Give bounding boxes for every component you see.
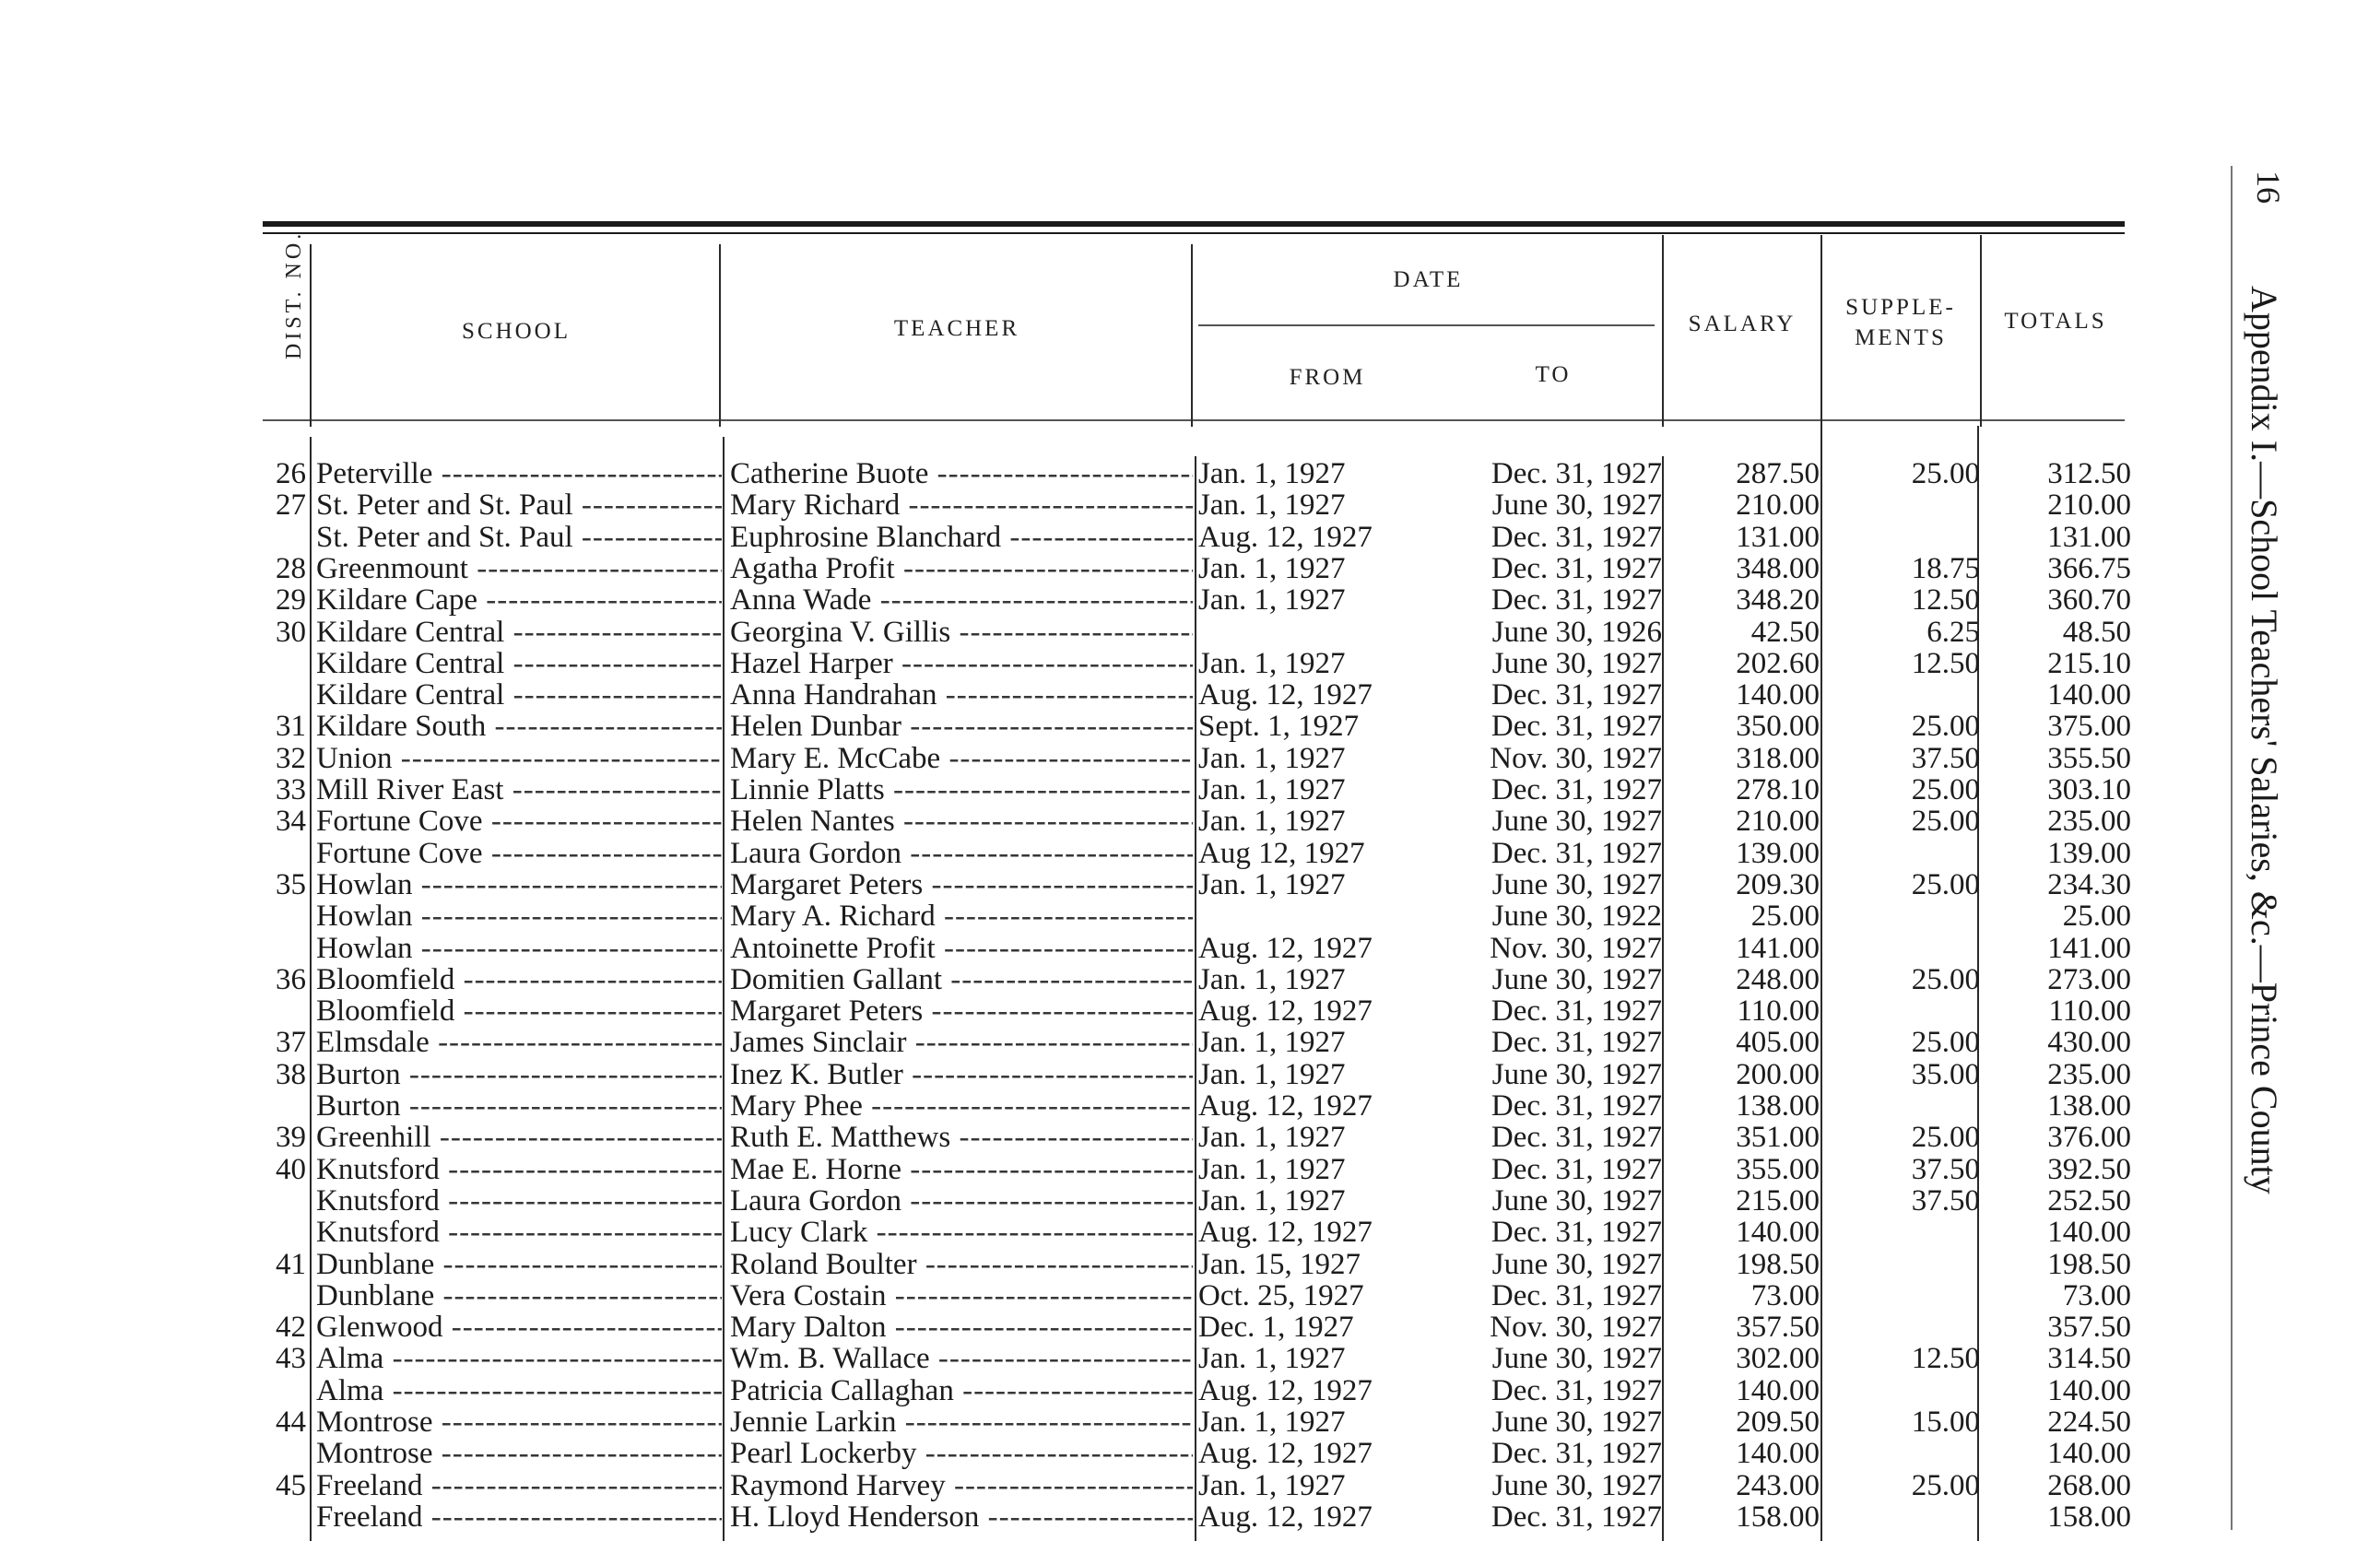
school-name: Howlan ----- (316, 933, 722, 964)
date-to: Dec. 31, 1927 (1490, 994, 1662, 1029)
total-value: 375.00 (2047, 710, 2131, 744)
salary-value: 141.00 (1736, 931, 1820, 965)
school-name: Montrose ----- (316, 1438, 722, 1469)
teacher-name: Antoinette Profit ----- (730, 933, 1193, 964)
total-value: 273.00 (2047, 962, 2131, 996)
date-from: Jan. 1, 1927 (1198, 1152, 1346, 1186)
school-name: Dunblane ----- (316, 1280, 722, 1312)
school-name: Alma ----- (316, 1375, 722, 1406)
teacher-name: Mary Richard ----- (730, 489, 1193, 521)
school-name: Kildare South ----- (316, 711, 722, 742)
header-totals: TOTALS (2004, 309, 2107, 334)
date-to: Dec. 31, 1927 (1490, 1500, 1662, 1534)
total-value: 140.00 (2047, 1216, 2131, 1250)
school-name: Glenwood ----- (316, 1312, 722, 1343)
date-to: June 30, 1927 (1491, 1057, 1662, 1091)
date-from: Aug. 12, 1927 (1198, 1373, 1373, 1407)
date-from: Jan. 1, 1927 (1198, 1057, 1346, 1091)
salary-value: 350.00 (1736, 710, 1820, 744)
table-row (0, 553, 2138, 584)
teacher-name: Margaret Peters ----- (730, 995, 1193, 1027)
total-value: 234.30 (2047, 867, 2131, 901)
date-from: Jan. 1, 1927 (1198, 583, 1346, 618)
date-to: June 30, 1926 (1491, 615, 1662, 649)
dist-number: 31 (276, 710, 306, 744)
table-row (0, 584, 2138, 616)
school-name: Knutsford ----- (316, 1185, 722, 1217)
supplements-value: 37.50 (1911, 1152, 1980, 1186)
date-from: Aug. 12, 1927 (1198, 1500, 1373, 1534)
table-row (0, 1280, 2138, 1312)
table-row (0, 711, 2138, 742)
date-from: Jan. 1, 1927 (1198, 1342, 1346, 1376)
salary-value: 209.30 (1736, 867, 1820, 901)
date-from: Jan. 1, 1927 (1198, 1183, 1346, 1218)
supplements-value: 25.00 (1911, 962, 1980, 996)
date-to: June 30, 1927 (1491, 962, 1662, 996)
total-value: 140.00 (2047, 1373, 2131, 1407)
salary-value: 202.60 (1736, 646, 1820, 680)
table-row (0, 1059, 2138, 1090)
salary-value: 318.00 (1736, 741, 1820, 775)
total-value: 73.00 (2062, 1278, 2131, 1312)
total-value: 224.50 (2047, 1406, 2131, 1439)
col-divider (1191, 244, 1193, 427)
supplements-value: 25.00 (1911, 867, 1980, 901)
date-from: Sept. 1, 1927 (1198, 710, 1360, 744)
supplements-value: 37.50 (1911, 1183, 1980, 1218)
table-row (0, 1185, 2138, 1217)
table-row (0, 774, 2138, 806)
date-subheader-rule (1198, 324, 1655, 326)
total-value: 138.00 (2047, 1089, 2131, 1123)
date-from: Aug. 12, 1927 (1198, 1089, 1373, 1123)
header-bottom-rule (263, 419, 2125, 421)
table-row (0, 1470, 2138, 1501)
date-to: Dec. 31, 1927 (1490, 710, 1662, 744)
salary-value: 158.00 (1736, 1500, 1820, 1534)
salary-value: 131.00 (1736, 520, 1820, 554)
teacher-name: Mary Phee ----- (730, 1090, 1193, 1122)
top-rule-thick (263, 221, 2125, 227)
total-value: 140.00 (2047, 678, 2131, 712)
school-name: Kildare Cape ----- (316, 584, 722, 616)
teacher-name: Inez K. Butler ----- (730, 1059, 1193, 1090)
supplements-value: 35.00 (1911, 1057, 1980, 1091)
table-row (0, 1249, 2138, 1280)
teacher-name: Mary E. McCabe ----- (730, 743, 1193, 774)
date-to: Dec. 31, 1927 (1490, 551, 1662, 585)
date-to: June 30, 1927 (1491, 1406, 1662, 1439)
supplements-value: 12.50 (1911, 646, 1980, 680)
total-value: 252.50 (2047, 1183, 2131, 1218)
date-to: Dec. 31, 1927 (1490, 1121, 1662, 1155)
dist-number: 45 (276, 1468, 306, 1502)
teacher-name: Helen Nantes ----- (730, 806, 1193, 837)
date-to: June 30, 1927 (1491, 1342, 1662, 1376)
total-value: 198.50 (2047, 1247, 2131, 1281)
table-row (0, 869, 2138, 900)
dist-number: 36 (276, 962, 306, 996)
dist-number: 30 (276, 615, 306, 649)
salary-value: 302.00 (1736, 1342, 1820, 1376)
teacher-name: Anna Handrahan ----- (730, 679, 1193, 711)
teacher-name: Anna Wade ----- (730, 584, 1193, 616)
dist-number: 32 (276, 741, 306, 775)
date-to: Dec. 31, 1927 (1490, 1152, 1662, 1186)
supplements-value: 6.25 (1926, 615, 1980, 649)
date-to: Dec. 31, 1927 (1490, 1278, 1662, 1312)
dist-number: 35 (276, 867, 306, 901)
dist-number: 27 (276, 488, 306, 523)
supplements-value: 25.00 (1911, 710, 1980, 744)
teacher-name: James Sinclair ----- (730, 1027, 1193, 1058)
table-row (0, 679, 2138, 711)
supplements-value: 15.00 (1911, 1406, 1980, 1439)
date-from: Jan. 1, 1927 (1198, 773, 1346, 806)
school-name: Fortune Cove ----- (316, 838, 722, 869)
total-value: 110.00 (2048, 994, 2131, 1029)
teacher-name: Raymond Harvey ----- (730, 1470, 1193, 1501)
date-to: Dec. 31, 1927 (1490, 1437, 1662, 1471)
salary-value: 140.00 (1736, 1216, 1820, 1250)
school-name: Montrose ----- (316, 1406, 722, 1438)
table-row (0, 743, 2138, 774)
date-from: Jan. 1, 1927 (1198, 741, 1346, 775)
table-row (0, 1217, 2138, 1248)
date-to: Dec. 31, 1927 (1490, 773, 1662, 806)
salary-value: 248.00 (1736, 962, 1820, 996)
salary-value: 209.50 (1736, 1406, 1820, 1439)
teacher-name: H. Lloyd Henderson ----- (730, 1501, 1193, 1533)
dist-number: 43 (276, 1342, 306, 1376)
date-from: Aug. 12, 1927 (1198, 520, 1373, 554)
salary-value: 243.00 (1736, 1468, 1820, 1502)
school-name: Freeland ----- (316, 1501, 722, 1533)
salary-value: 139.00 (1736, 836, 1820, 870)
date-from: Jan. 1, 1927 (1198, 805, 1346, 839)
salary-value: 215.00 (1736, 1183, 1820, 1218)
total-value: 141.00 (2047, 931, 2131, 965)
total-value: 25.00 (2062, 900, 2131, 934)
total-value: 366.75 (2047, 551, 2131, 585)
teacher-name: Hazel Harper ----- (730, 648, 1193, 679)
date-to: Dec. 31, 1927 (1490, 1373, 1662, 1407)
school-name: Greenhill ----- (316, 1122, 722, 1153)
salary-value: 355.00 (1736, 1152, 1820, 1186)
school-name: Greenmount ----- (316, 553, 722, 584)
table-row (0, 1438, 2138, 1469)
table-row (0, 1090, 2138, 1122)
header-to: TO (1535, 362, 1572, 387)
salary-value: 138.00 (1736, 1089, 1820, 1123)
table-row (0, 995, 2138, 1027)
date-to: Dec. 31, 1927 (1490, 457, 1662, 490)
teacher-name: Laura Gordon ----- (730, 1185, 1193, 1217)
school-name: Knutsford ----- (316, 1154, 722, 1185)
teacher-name: Margaret Peters ----- (730, 869, 1193, 900)
salary-value: 210.00 (1736, 488, 1820, 523)
teacher-name: Domitien Gallant ----- (730, 964, 1193, 995)
total-value: 139.00 (2047, 836, 2131, 870)
supplements-value: 18.75 (1911, 551, 1980, 585)
school-name: Kildare Central ----- (316, 648, 722, 679)
salary-value: 140.00 (1736, 1437, 1820, 1471)
salary-value: 200.00 (1736, 1057, 1820, 1091)
date-from: Aug. 12, 1927 (1198, 931, 1373, 965)
total-value: 235.00 (2047, 805, 2131, 839)
total-value: 360.70 (2047, 583, 2131, 618)
school-name: Kildare Central ----- (316, 679, 722, 711)
date-from: Aug 12, 1927 (1198, 836, 1365, 870)
salary-value: 348.20 (1736, 583, 1820, 618)
col-divider (719, 244, 721, 427)
school-name: Fortune Cove ----- (316, 806, 722, 837)
supplements-value: 25.00 (1911, 1121, 1980, 1155)
supplements-value: 37.50 (1911, 741, 1980, 775)
date-from: Oct. 25, 1927 (1198, 1278, 1364, 1312)
school-name: Dunblane ----- (316, 1249, 722, 1280)
table-row (0, 1027, 2138, 1058)
header-school: SCHOOL (461, 319, 571, 344)
table-row (0, 900, 2138, 932)
header-dist-no: DIST. NO. (282, 229, 306, 359)
school-name: Burton ----- (316, 1090, 722, 1122)
header-from: FROM (1289, 365, 1366, 390)
date-to: Nov. 30, 1927 (1490, 931, 1662, 965)
date-to: June 30, 1927 (1491, 646, 1662, 680)
total-value: 131.00 (2047, 520, 2131, 554)
appendix-title: Appendix I.—School Teachers' Salaries, &c.—Prince County (2244, 286, 2285, 1194)
salary-value: 278.10 (1736, 773, 1820, 806)
supplements-value: 25.00 (1911, 805, 1980, 839)
header-supplements-line2: MENTS (1855, 325, 1947, 350)
page-number: 16 (2250, 171, 2287, 204)
date-to: Dec. 31, 1927 (1490, 520, 1662, 554)
date-from: Jan. 15, 1927 (1198, 1247, 1361, 1281)
teacher-name: Pearl Lockerby ----- (730, 1438, 1193, 1469)
date-to: Dec. 31, 1927 (1490, 678, 1662, 712)
dist-number: 39 (276, 1121, 306, 1155)
school-name: Kildare Central ----- (316, 617, 722, 648)
date-to: Dec. 31, 1927 (1490, 836, 1662, 870)
total-value: 355.50 (2047, 741, 2131, 775)
supplements-value: 25.00 (1911, 1026, 1980, 1060)
date-to: June 30, 1922 (1491, 900, 1662, 934)
salary-value: 73.00 (1750, 1278, 1820, 1312)
school-name: Bloomfield ----- (316, 964, 722, 995)
teacher-name: Linnie Platts ----- (730, 774, 1193, 806)
date-from: Dec. 1, 1927 (1198, 1311, 1354, 1345)
table-row (0, 1312, 2138, 1343)
salary-value: 210.00 (1736, 805, 1820, 839)
teacher-name: Georgina V. Gillis ----- (730, 617, 1193, 648)
table-row (0, 1122, 2138, 1153)
salary-value: 42.50 (1750, 615, 1820, 649)
dist-number: 42 (276, 1311, 306, 1345)
date-to: June 30, 1927 (1491, 805, 1662, 839)
salary-value: 351.00 (1736, 1121, 1820, 1155)
dist-number: 44 (276, 1406, 306, 1439)
teacher-name: Agatha Profit ----- (730, 553, 1193, 584)
school-name: Bloomfield ----- (316, 995, 722, 1027)
salary-value: 287.50 (1736, 457, 1820, 490)
header-date: DATE (1393, 267, 1464, 292)
teacher-name: Wm. B. Wallace ----- (730, 1343, 1193, 1374)
date-to: June 30, 1927 (1491, 1247, 1662, 1281)
salary-value: 357.50 (1736, 1311, 1820, 1345)
salary-value: 110.00 (1737, 994, 1820, 1029)
date-to: Nov. 30, 1927 (1490, 1311, 1662, 1345)
date-from: Jan. 1, 1927 (1198, 962, 1346, 996)
header-salary: SALARY (1688, 312, 1797, 336)
total-value: 235.00 (2047, 1057, 2131, 1091)
school-name: Burton ----- (316, 1059, 722, 1090)
supplements-value: 12.50 (1911, 583, 1980, 618)
date-to: Dec. 31, 1927 (1490, 1089, 1662, 1123)
date-to: June 30, 1927 (1491, 867, 1662, 901)
dist-number: 37 (276, 1026, 306, 1060)
total-value: 430.00 (2047, 1026, 2131, 1060)
date-from: Jan. 1, 1927 (1198, 551, 1346, 585)
teacher-name: Vera Costain ----- (730, 1280, 1193, 1312)
salary-value: 25.00 (1750, 900, 1820, 934)
table-row (0, 489, 2138, 521)
total-value: 312.50 (2047, 457, 2131, 490)
table-row (0, 522, 2138, 553)
table-row (0, 1406, 2138, 1438)
total-value: 303.10 (2047, 773, 2131, 806)
supplements-value: 25.00 (1911, 1468, 1980, 1502)
school-name: Elmsdale ----- (316, 1027, 722, 1058)
table-row (0, 1343, 2138, 1374)
school-name: Peterville ----- (316, 458, 722, 489)
table-row (0, 1375, 2138, 1406)
table-row (0, 806, 2138, 837)
dist-number: 34 (276, 805, 306, 839)
teacher-name: Helen Dunbar ----- (730, 711, 1193, 742)
date-to: June 30, 1927 (1491, 488, 1662, 523)
date-from: Jan. 1, 1927 (1198, 457, 1346, 490)
supplements-value: 25.00 (1911, 457, 1980, 490)
date-from: Aug. 12, 1927 (1198, 1216, 1373, 1250)
date-from: Jan. 1, 1927 (1198, 1121, 1346, 1155)
total-value: 140.00 (2047, 1437, 2131, 1471)
date-to: June 30, 1927 (1491, 1468, 1662, 1502)
date-from: Jan. 1, 1927 (1198, 1468, 1346, 1502)
table-row (0, 458, 2138, 489)
teacher-name: Catherine Buote ----- (730, 458, 1193, 489)
salary-value: 140.00 (1736, 678, 1820, 712)
teacher-name: Mae E. Horne ----- (730, 1154, 1193, 1185)
table-row (0, 964, 2138, 995)
teacher-name: Euphrosine Blanchard ----- (730, 522, 1193, 553)
table-row (0, 648, 2138, 679)
table-row (0, 1501, 2138, 1533)
dist-number: 41 (276, 1247, 306, 1281)
salary-value: 140.00 (1736, 1373, 1820, 1407)
teacher-name: Ruth E. Matthews ----- (730, 1122, 1193, 1153)
salary-value: 198.50 (1736, 1247, 1820, 1281)
date-from: Aug. 12, 1927 (1198, 994, 1373, 1029)
date-from: Jan. 1, 1927 (1198, 1406, 1346, 1439)
total-value: 376.00 (2047, 1121, 2131, 1155)
school-name: St. Peter and St. Paul ----- (316, 522, 722, 553)
dist-number: 26 (276, 457, 306, 490)
date-from: Aug. 12, 1927 (1198, 678, 1373, 712)
school-name: Union ----- (316, 743, 722, 774)
total-value: 48.50 (2062, 615, 2131, 649)
total-value: 210.00 (2047, 488, 2131, 523)
teacher-name: Mary A. Richard ----- (730, 900, 1193, 932)
total-value: 392.50 (2047, 1152, 2131, 1186)
dist-number: 33 (276, 773, 306, 806)
total-value: 158.00 (2047, 1500, 2131, 1534)
dist-number: 29 (276, 583, 306, 618)
date-to: Dec. 31, 1927 (1490, 1026, 1662, 1060)
school-name: Howlan ----- (316, 869, 722, 900)
table-row (0, 838, 2138, 869)
school-name: Howlan ----- (316, 900, 722, 932)
dist-number: 28 (276, 551, 306, 585)
supplements-value: 25.00 (1911, 773, 1980, 806)
header-teacher: TEACHER (893, 316, 1020, 341)
teacher-name: Patricia Callaghan ----- (730, 1375, 1193, 1406)
date-from: Jan. 1, 1927 (1198, 646, 1346, 680)
date-to: Dec. 31, 1927 (1490, 583, 1662, 618)
school-name: Alma ----- (316, 1343, 722, 1374)
table-row (0, 1154, 2138, 1185)
teacher-name: Laura Gordon ----- (730, 838, 1193, 869)
total-value: 357.50 (2047, 1311, 2131, 1345)
date-from: Jan. 1, 1927 (1198, 488, 1346, 523)
salary-value: 405.00 (1736, 1026, 1820, 1060)
teacher-name: Mary Dalton ----- (730, 1312, 1193, 1343)
total-value: 268.00 (2047, 1468, 2131, 1502)
top-rule-thin (263, 232, 2125, 234)
dist-number: 40 (276, 1152, 306, 1186)
teacher-name: Jennie Larkin ----- (730, 1406, 1193, 1438)
col-divider (310, 244, 312, 427)
table-row (0, 617, 2138, 648)
date-to: June 30, 1927 (1491, 1183, 1662, 1218)
margin-rule (2231, 166, 2233, 1530)
supplements-value: 12.50 (1911, 1342, 1980, 1376)
teacher-name: Roland Boulter ----- (730, 1249, 1193, 1280)
total-value: 215.10 (2047, 646, 2131, 680)
date-to: Dec. 31, 1927 (1490, 1216, 1662, 1250)
teacher-name: Lucy Clark ----- (730, 1217, 1193, 1248)
school-name: St. Peter and St. Paul ----- (316, 489, 722, 521)
date-from: Aug. 12, 1927 (1198, 1437, 1373, 1471)
date-from: Jan. 1, 1927 (1198, 1026, 1346, 1060)
school-name: Mill River East ----- (316, 774, 722, 806)
table-row (0, 933, 2138, 964)
school-name: Knutsford ----- (316, 1217, 722, 1248)
school-name: Freeland ----- (316, 1470, 722, 1501)
date-from: Jan. 1, 1927 (1198, 867, 1346, 901)
salary-value: 348.00 (1736, 551, 1820, 585)
date-to: Nov. 30, 1927 (1490, 741, 1662, 775)
dist-number: 38 (276, 1057, 306, 1091)
header-supplements-line1: SUPPLE- (1845, 295, 1956, 320)
total-value: 314.50 (2047, 1342, 2131, 1376)
